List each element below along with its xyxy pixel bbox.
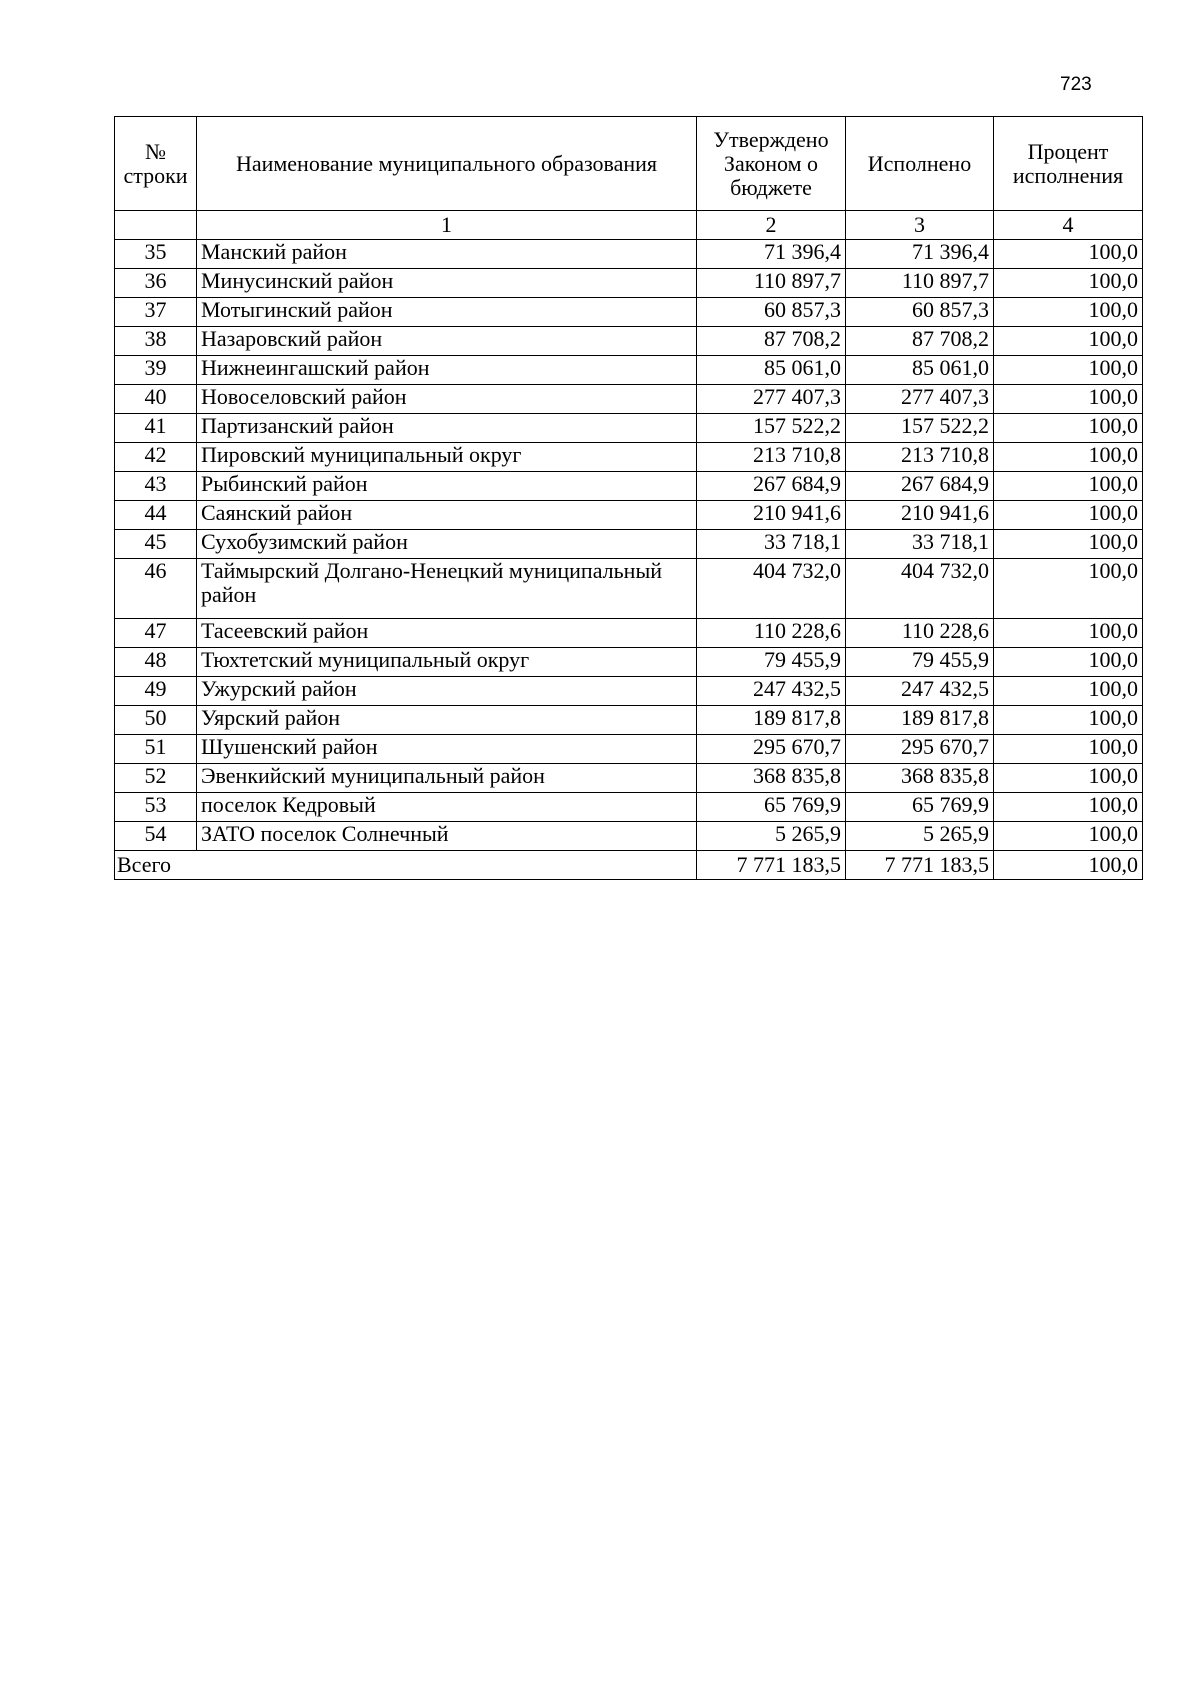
table-row bbox=[115, 648, 1143, 677]
row-number: 41 bbox=[115, 414, 197, 443]
table-row bbox=[115, 677, 1143, 706]
page-number: 723 bbox=[1060, 74, 1092, 95]
executed-value: 267 684,9 bbox=[846, 472, 994, 501]
row-number: 45 bbox=[115, 530, 197, 559]
approved-value: 189 817,8 bbox=[697, 706, 846, 735]
municipality-name: Новоселовский район bbox=[197, 385, 697, 414]
municipality-name: Назаровский район bbox=[197, 327, 697, 356]
budget-table bbox=[114, 116, 1143, 880]
percent-value: 100,0 bbox=[994, 559, 1143, 619]
row-number: 50 bbox=[115, 706, 197, 735]
executed-value: 87 708,2 bbox=[846, 327, 994, 356]
percent-value: 100,0 bbox=[994, 443, 1143, 472]
row-number: 36 bbox=[115, 269, 197, 298]
municipality-name: Рыбинский район bbox=[197, 472, 697, 501]
executed-value: 247 432,5 bbox=[846, 677, 994, 706]
table-row bbox=[115, 706, 1143, 735]
municipality-name: Ужурский район bbox=[197, 677, 697, 706]
municipality-name: Шушенский район bbox=[197, 735, 697, 764]
percent-value: 100,0 bbox=[994, 706, 1143, 735]
total-approved-value: 7 771 183,5 bbox=[697, 851, 846, 880]
executed-value: 110 228,6 bbox=[846, 619, 994, 648]
table-row bbox=[115, 269, 1143, 298]
total-label: Всего bbox=[115, 851, 697, 880]
municipality-name: ЗАТО поселок Солнечный bbox=[197, 822, 697, 851]
row-number: 40 bbox=[115, 385, 197, 414]
row-number: 49 bbox=[115, 677, 197, 706]
table-row bbox=[115, 793, 1143, 822]
executed-value: 60 857,3 bbox=[846, 298, 994, 327]
percent-value: 100,0 bbox=[994, 501, 1143, 530]
column-number bbox=[115, 211, 197, 240]
row-number: 52 bbox=[115, 764, 197, 793]
approved-value: 404 732,0 bbox=[697, 559, 846, 619]
executed-value: 368 835,8 bbox=[846, 764, 994, 793]
approved-value: 33 718,1 bbox=[697, 530, 846, 559]
municipality-name: Манский район bbox=[197, 240, 697, 269]
percent-value: 100,0 bbox=[994, 327, 1143, 356]
percent-value: 100,0 bbox=[994, 530, 1143, 559]
percent-value: 100,0 bbox=[994, 414, 1143, 443]
approved-value: 213 710,8 bbox=[697, 443, 846, 472]
municipality-name: Таймырский Долгано-Ненецкий муниципальный район bbox=[197, 559, 697, 619]
percent-value: 100,0 bbox=[994, 677, 1143, 706]
executed-value: 85 061,0 bbox=[846, 356, 994, 385]
approved-value: 71 396,4 bbox=[697, 240, 846, 269]
approved-value: 87 708,2 bbox=[697, 327, 846, 356]
executed-value: 277 407,3 bbox=[846, 385, 994, 414]
percent-value: 100,0 bbox=[994, 648, 1143, 677]
approved-value: 295 670,7 bbox=[697, 735, 846, 764]
approved-value: 110 228,6 bbox=[697, 619, 846, 648]
municipality-name: Партизанский район bbox=[197, 414, 697, 443]
header-percent: Процент исполнения bbox=[994, 117, 1143, 211]
row-number: 54 bbox=[115, 822, 197, 851]
executed-value: 71 396,4 bbox=[846, 240, 994, 269]
percent-value: 100,0 bbox=[994, 385, 1143, 414]
header-approved: Утверждено Законом о бюджете bbox=[697, 117, 846, 211]
municipality-name: Мотыгинский район bbox=[197, 298, 697, 327]
column-number: 4 bbox=[994, 211, 1143, 240]
column-number: 3 bbox=[846, 211, 994, 240]
municipality-name: Минусинский район bbox=[197, 269, 697, 298]
percent-value: 100,0 bbox=[994, 269, 1143, 298]
total-row bbox=[115, 851, 1143, 880]
table-row bbox=[115, 385, 1143, 414]
row-number: 47 bbox=[115, 619, 197, 648]
row-number: 38 bbox=[115, 327, 197, 356]
municipality-name: Саянский район bbox=[197, 501, 697, 530]
approved-value: 65 769,9 bbox=[697, 793, 846, 822]
table-row bbox=[115, 559, 1143, 619]
table-row bbox=[115, 298, 1143, 327]
approved-value: 5 265,9 bbox=[697, 822, 846, 851]
municipality-name: Тасеевский район bbox=[197, 619, 697, 648]
table-row bbox=[115, 764, 1143, 793]
percent-value: 100,0 bbox=[994, 822, 1143, 851]
executed-value: 110 897,7 bbox=[846, 269, 994, 298]
executed-value: 79 455,9 bbox=[846, 648, 994, 677]
municipality-name: Эвенкийский муниципальный район bbox=[197, 764, 697, 793]
table-row bbox=[115, 619, 1143, 648]
municipality-name: поселок Кедровый bbox=[197, 793, 697, 822]
column-numbers-row bbox=[115, 211, 1143, 240]
approved-value: 85 061,0 bbox=[697, 356, 846, 385]
executed-value: 213 710,8 bbox=[846, 443, 994, 472]
header-row-no: № строки bbox=[115, 117, 197, 211]
column-number: 1 bbox=[197, 211, 697, 240]
table-row bbox=[115, 356, 1143, 385]
table-row bbox=[115, 414, 1143, 443]
table-row bbox=[115, 501, 1143, 530]
approved-value: 277 407,3 bbox=[697, 385, 846, 414]
approved-value: 210 941,6 bbox=[697, 501, 846, 530]
percent-value: 100,0 bbox=[994, 735, 1143, 764]
table-row bbox=[115, 240, 1143, 269]
approved-value: 368 835,8 bbox=[697, 764, 846, 793]
executed-value: 5 265,9 bbox=[846, 822, 994, 851]
percent-value: 100,0 bbox=[994, 298, 1143, 327]
municipality-name: Пировский муниципальный округ bbox=[197, 443, 697, 472]
approved-value: 79 455,9 bbox=[697, 648, 846, 677]
table-row bbox=[115, 472, 1143, 501]
row-number: 46 bbox=[115, 559, 197, 619]
municipality-name: Уярский район bbox=[197, 706, 697, 735]
executed-value: 295 670,7 bbox=[846, 735, 994, 764]
row-number: 39 bbox=[115, 356, 197, 385]
executed-value: 210 941,6 bbox=[846, 501, 994, 530]
header-row bbox=[115, 117, 1143, 211]
table-row bbox=[115, 327, 1143, 356]
total-executed-value: 7 771 183,5 bbox=[846, 851, 994, 880]
header-name: Наименование муниципального образования bbox=[197, 117, 697, 211]
row-number: 48 bbox=[115, 648, 197, 677]
row-number: 42 bbox=[115, 443, 197, 472]
percent-value: 100,0 bbox=[994, 356, 1143, 385]
row-number: 53 bbox=[115, 793, 197, 822]
municipality-name: Тюхтетский муниципальный округ bbox=[197, 648, 697, 677]
approved-value: 110 897,7 bbox=[697, 269, 846, 298]
percent-value: 100,0 bbox=[994, 619, 1143, 648]
percent-value: 100,0 bbox=[994, 472, 1143, 501]
executed-value: 189 817,8 bbox=[846, 706, 994, 735]
header-executed: Исполнено bbox=[846, 117, 994, 211]
approved-value: 157 522,2 bbox=[697, 414, 846, 443]
executed-value: 65 769,9 bbox=[846, 793, 994, 822]
table-row bbox=[115, 735, 1143, 764]
approved-value: 267 684,9 bbox=[697, 472, 846, 501]
municipality-name: Нижнеингашский район bbox=[197, 356, 697, 385]
row-number: 37 bbox=[115, 298, 197, 327]
approved-value: 60 857,3 bbox=[697, 298, 846, 327]
row-number: 44 bbox=[115, 501, 197, 530]
row-number: 35 bbox=[115, 240, 197, 269]
executed-value: 33 718,1 bbox=[846, 530, 994, 559]
percent-value: 100,0 bbox=[994, 793, 1143, 822]
municipality-name: Сухобузимский район bbox=[197, 530, 697, 559]
table-row bbox=[115, 530, 1143, 559]
row-number: 43 bbox=[115, 472, 197, 501]
percent-value: 100,0 bbox=[994, 240, 1143, 269]
row-number: 51 bbox=[115, 735, 197, 764]
table-row bbox=[115, 822, 1143, 851]
executed-value: 157 522,2 bbox=[846, 414, 994, 443]
table-row bbox=[115, 443, 1143, 472]
approved-value: 247 432,5 bbox=[697, 677, 846, 706]
total-percent-value: 100,0 bbox=[994, 851, 1143, 880]
column-number: 2 bbox=[697, 211, 846, 240]
executed-value: 404 732,0 bbox=[846, 559, 994, 619]
percent-value: 100,0 bbox=[994, 764, 1143, 793]
